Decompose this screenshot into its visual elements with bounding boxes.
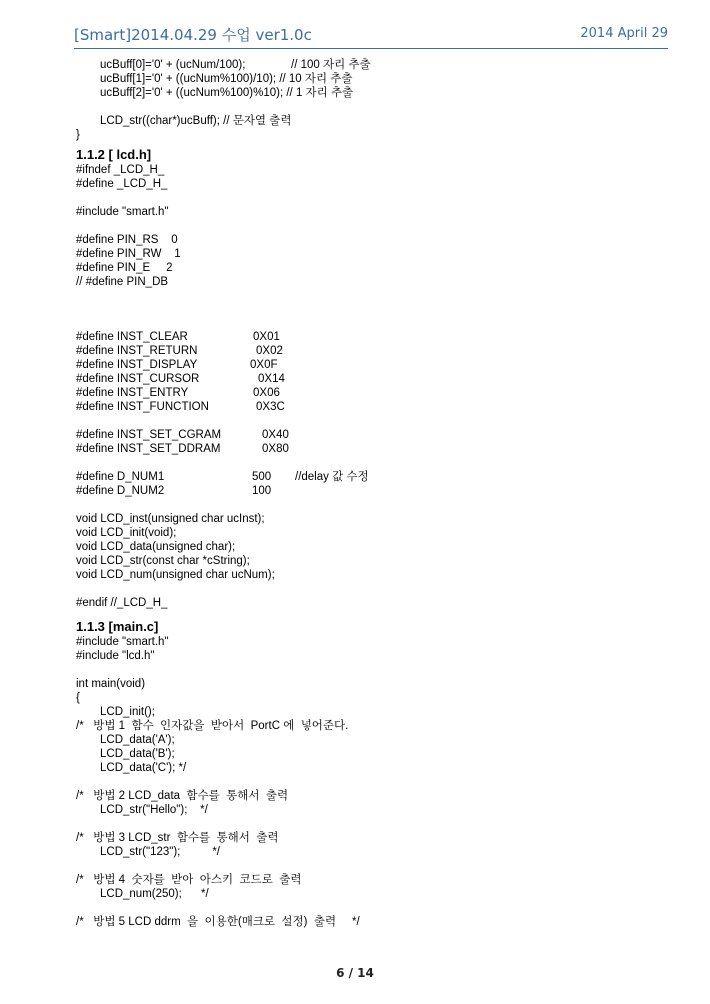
define-line <box>76 470 676 484</box>
define-name: #define INST_RETURN <box>76 345 198 357</box>
define-line <box>76 442 676 456</box>
prototype-line: void LCD_inst(unsigned char ucInst); <box>76 513 265 525</box>
code-line: LCD_data('C'); */ <box>100 762 187 774</box>
comment-line: /* 방법 2 LCD_data 함수를 통해서 출력 <box>76 790 289 802</box>
document-body <box>76 58 676 929</box>
code-line: #define PIN_E 2 <box>76 262 173 274</box>
prototype-line: void LCD_num(unsigned char ucNum); <box>76 569 275 581</box>
code-comment: //delay 값 수정 <box>295 471 369 483</box>
page-header <box>74 24 668 49</box>
code-comment: // 100 자리 추출 <box>291 59 371 71</box>
section-heading-main-c: 1.1.3 [main.c] <box>76 619 159 634</box>
code-line: // #define PIN_DB <box>76 276 169 288</box>
define-name: #define INST_DISPLAY <box>76 359 198 371</box>
code-line <box>76 58 676 72</box>
define-value: 100 <box>252 485 272 497</box>
define-name: #define D_NUM2 <box>76 485 165 497</box>
code-line: #ifndef _LCD_H_ <box>76 164 165 176</box>
comment-line: /* 방법 4 숫자를 받아 아스키 코드로 출력 <box>76 874 302 886</box>
code-text: ucBuff[0]='0' + (ucNum/100); <box>100 59 246 71</box>
comment-line: /* 방법 5 LCD ddrm 을 이용한(매크로 설정) 출력 */ <box>76 916 360 928</box>
define-line <box>76 372 676 386</box>
define-line <box>76 400 676 414</box>
code-line: #define _LCD_H_ <box>76 178 168 190</box>
inst-defines <box>76 330 676 498</box>
define-line <box>76 358 676 372</box>
define-name: #define INST_SET_DDRAM <box>76 443 221 455</box>
prototype-line: void LCD_str(const char *cString); <box>76 555 250 567</box>
define-line <box>76 428 676 442</box>
code-line: #include "smart.h" <box>76 636 169 648</box>
define-value: 0X14 <box>258 373 285 385</box>
code-line: ucBuff[1]='0' + ((ucNum%100)/10); // 10 자리 추출 <box>100 73 353 85</box>
define-line <box>76 344 676 358</box>
code-line: #endif //_LCD_H_ <box>76 597 168 609</box>
define-name: #define INST_SET_CGRAM <box>76 429 222 441</box>
define-line <box>76 330 676 344</box>
define-value: 500 <box>252 471 272 483</box>
code-line: #define PIN_RS 0 <box>76 234 178 246</box>
define-value: 0X06 <box>253 387 280 399</box>
code-line: LCD_data('A'); <box>100 734 175 746</box>
define-line <box>76 386 676 400</box>
code-line: #include "lcd.h" <box>76 650 155 662</box>
code-line: LCD_str((char*)ucBuff); // 문자열 출력 <box>100 115 292 127</box>
code-line: LCD_init(); <box>100 706 155 718</box>
prototype-line: void LCD_init(void); <box>76 527 177 539</box>
define-value: 0X0F <box>250 359 278 371</box>
define-name: #define INST_ENTRY <box>76 387 189 399</box>
code-line: LCD_data('B'); <box>100 748 175 760</box>
code-line: int main(void) <box>76 678 146 690</box>
comment-line: /* 방법 1 함수 인자값을 받아서 PortC 에 넣어준다. <box>76 720 349 732</box>
define-value: 0X02 <box>256 345 283 357</box>
define-value: 0X3C <box>256 401 285 413</box>
code-line: #define PIN_RW 1 <box>76 248 181 260</box>
define-name: #define D_NUM1 <box>76 471 165 483</box>
define-value: 0X80 <box>262 443 289 455</box>
define-name: #define INST_FUNCTION <box>76 401 209 413</box>
comment-line: /* 방법 3 LCD_str 함수를 통해서 출력 <box>76 832 279 844</box>
document-title: [Smart]2014.04.29 수업 ver1.0c <box>74 26 312 44</box>
code-line: } <box>76 129 80 141</box>
code-line: LCD_str("123"); */ <box>100 846 221 858</box>
code-line: #include "smart.h" <box>76 206 169 218</box>
define-value: 0X40 <box>262 429 289 441</box>
code-line: { <box>76 692 80 704</box>
code-line: LCD_str("Hello"); */ <box>100 804 208 816</box>
define-value: 0X01 <box>253 331 280 343</box>
prototype-line: void LCD_data(unsigned char); <box>76 541 236 553</box>
document-date: 2014 April 29 <box>580 26 668 41</box>
section-heading-lcd-h: 1.1.2 [ lcd.h] <box>76 147 152 162</box>
define-name: #define INST_CURSOR <box>76 373 200 385</box>
code-line: ucBuff[2]='0' + ((ucNum%100)%10); // 1 자리 추출 <box>100 87 354 99</box>
page-number: 6 / 14 <box>336 966 374 980</box>
define-line <box>76 484 676 498</box>
define-name: #define INST_CLEAR <box>76 331 188 343</box>
code-line: LCD_num(250); */ <box>100 888 209 900</box>
